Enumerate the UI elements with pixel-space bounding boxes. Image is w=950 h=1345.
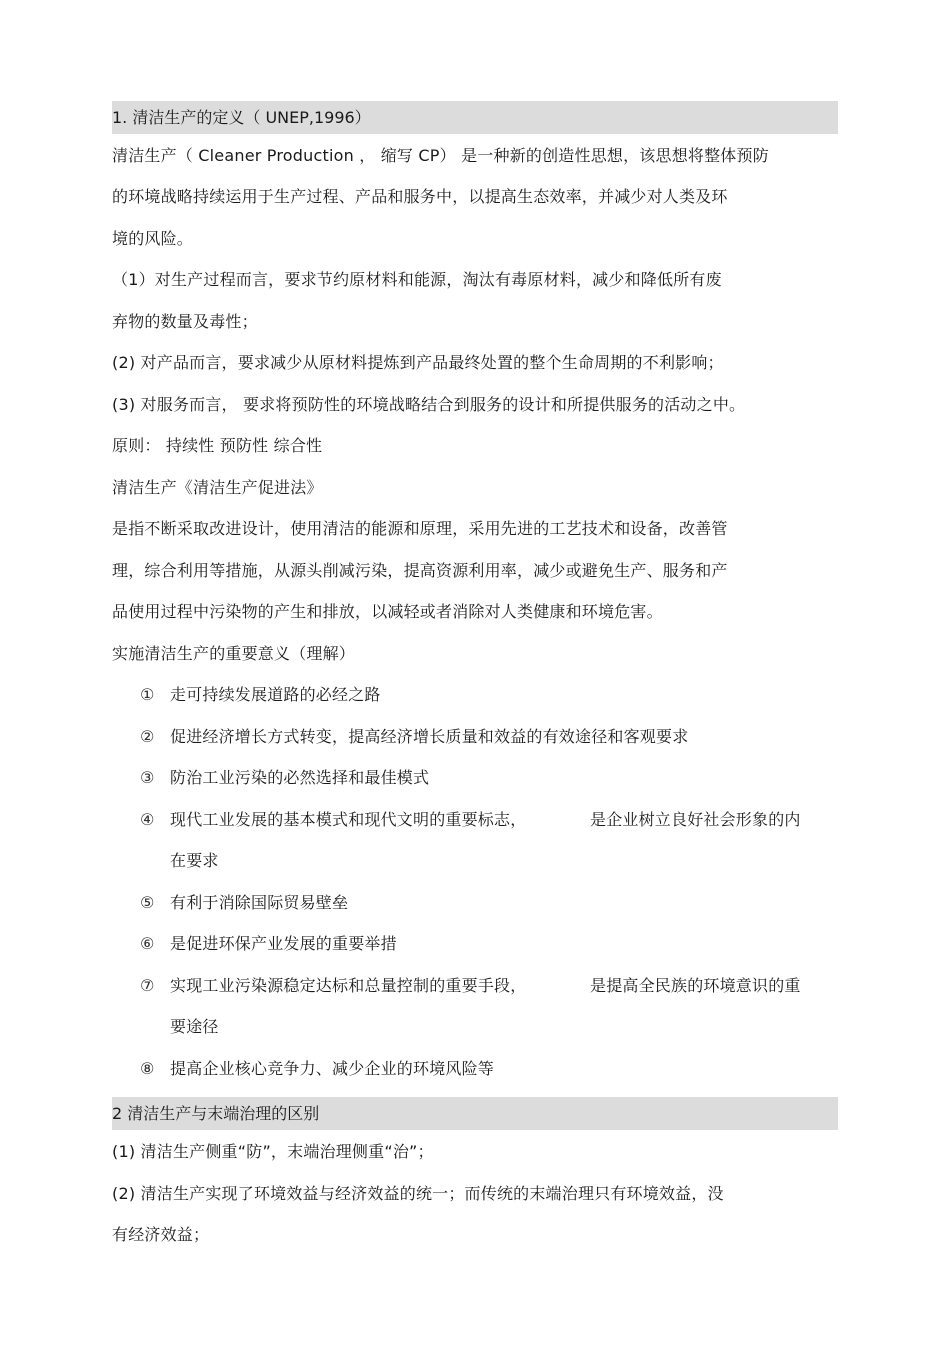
list-item: 提高企业核心竞争力、减少企业的环境风险等 — [170, 1059, 495, 1078]
definition-line-2: 的环境战略持续运用于生产过程、产品和服务中，以提高生态效率，并减少对人类及环 — [112, 187, 728, 206]
list-item-wrap: 在要求 — [170, 851, 219, 870]
list-number: ⑤ — [140, 893, 155, 912]
section2-point2-line-2: 有经济效益； — [112, 1225, 210, 1244]
significance-title: 实施清洁生产的重要意义（理解） — [112, 644, 356, 663]
list-number: ② — [140, 727, 155, 746]
section2-heading: 2 清洁生产与末端治理的区别 — [112, 1097, 838, 1130]
list-item: 走可持续发展道路的必经之路 — [170, 685, 381, 704]
section2-point1: (1) 清洁生产侧重“防”，末端治理侧重“治”； — [112, 1142, 434, 1161]
point3-line: (3) 对服务而言， 要求将预防性的环境战略结合到服务的设计和所提供服务的活动之中。 — [112, 395, 746, 414]
section2-point2-line-1: (2) 清洁生产实现了环境效益与经济效益的统一；而传统的末端治理只有环境效益，没 — [112, 1184, 724, 1203]
law-line-1: 是指不断采取改进设计，使用清洁的能源和原理，采用先进的工艺技术和设备，改善管 — [112, 519, 728, 538]
list-number: ⑦ — [140, 976, 155, 995]
list-number: ④ — [140, 810, 155, 829]
law-title: 清洁生产《清洁生产促进法》 — [112, 478, 323, 497]
list-number: ⑥ — [140, 934, 155, 953]
law-line-3: 品使用过程中污染物的产生和排放，以减轻或者消除对人类健康和环境危害。 — [112, 602, 663, 621]
point1-line-2: 弃物的数量及毒性； — [112, 312, 258, 331]
law-line-2: 理，综合利用等措施，从源头削减污染，提高资源利用率，减少或避免生产、服务和产 — [112, 561, 728, 580]
section1-heading: 1. 清洁生产的定义（ UNEP,1996） — [112, 101, 838, 134]
list-number: ⑧ — [140, 1059, 155, 1078]
list-number: ③ — [140, 768, 155, 787]
point1-line-1: （1）对生产过程而言，要求节约原材料和能源，淘汰有毒原材料，减少和降低所有废 — [112, 270, 722, 289]
list-item: 促进经济增长方式转变，提高经济增长质量和效益的有效途径和客观要求 — [170, 727, 689, 746]
list-item-wrap: 要途径 — [170, 1017, 219, 1036]
list-item: 防治工业污染的必然选择和最佳模式 — [170, 768, 430, 787]
point2-line: (2) 对产品而言，要求减少从原材料提炼到产品最终处置的整个生命周期的不利影响； — [112, 353, 724, 372]
definition-line-3: 境的风险。 — [112, 229, 194, 248]
list-item: 实现工业污染源稳定达标和总量控制的重要手段， — [170, 976, 527, 995]
list-item-continuation: 是提高全民族的环境意识的重 — [590, 976, 801, 995]
list-number: ① — [140, 685, 155, 704]
definition-line-1: 清洁生产（ Cleaner Production ， 缩写 CP） 是一种新的创造性思想，该思想将整体预防 — [112, 146, 769, 165]
list-item: 现代工业发展的基本模式和现代文明的重要标志， — [170, 810, 527, 829]
list-item: 有利于消除国际贸易壁垒 — [170, 893, 349, 912]
principles-line: 原则： 持续性 预防性 综合性 — [112, 436, 323, 455]
list-item-continuation: 是企业树立良好社会形象的内 — [590, 810, 801, 829]
list-item: 是促进环保产业发展的重要举措 — [170, 934, 397, 953]
